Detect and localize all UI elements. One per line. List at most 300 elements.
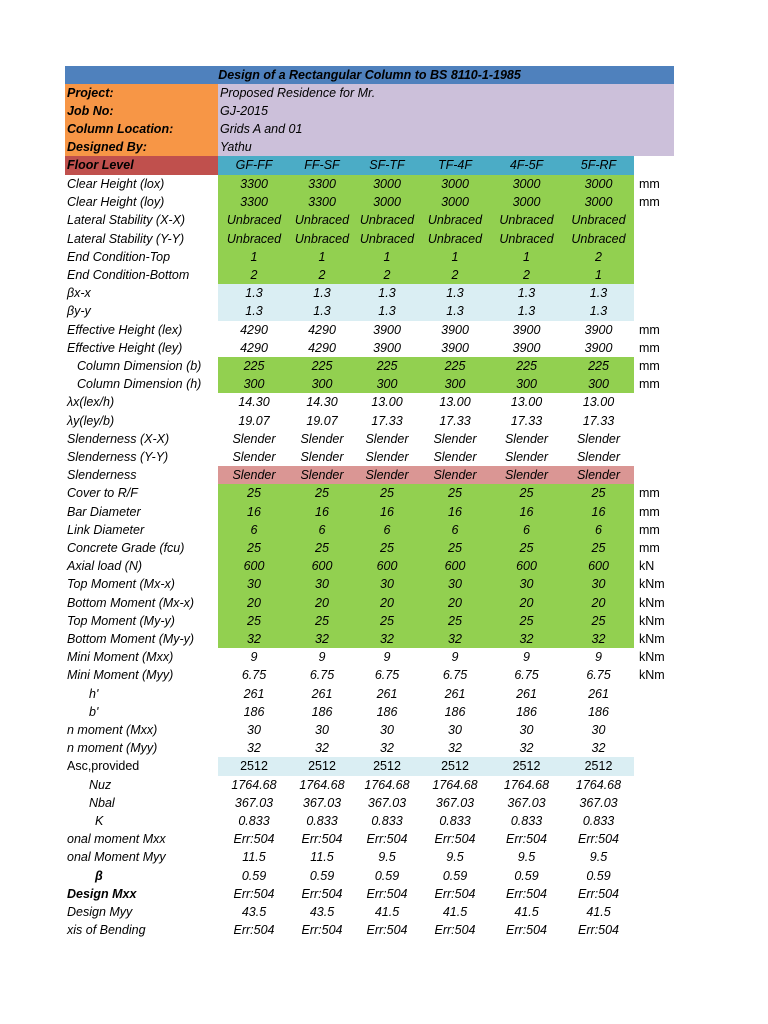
row-value[interactable]: 186 (243, 705, 265, 719)
row-value[interactable]: 16 (490, 503, 563, 521)
row-value[interactable]: 32 (519, 741, 534, 755)
row-value[interactable]: 6.75 (586, 668, 611, 682)
row-value[interactable]: Slender (504, 450, 549, 464)
row-value[interactable]: 25 (290, 539, 354, 557)
row-value[interactable]: 30 (354, 575, 420, 594)
row-value[interactable]: 25 (490, 612, 563, 630)
row-value[interactable]: Err:504 (366, 832, 408, 846)
row-value[interactable]: 600 (290, 557, 354, 575)
row-label[interactable]: Clear Height (lox) (67, 177, 165, 191)
row-label[interactable]: End Condition-Bottom (67, 268, 190, 282)
row-value[interactable]: 6 (290, 521, 354, 539)
row-value[interactable]: 300 (490, 375, 563, 393)
row-value[interactable]: 30 (591, 723, 606, 737)
row-value[interactable]: 0.59 (374, 869, 400, 883)
row-unit[interactable]: mm (639, 177, 660, 191)
row-value[interactable]: 11.5 (310, 850, 334, 864)
row-value[interactable]: 19.07 (238, 414, 270, 428)
row-value[interactable]: 16 (354, 503, 420, 521)
row-value[interactable]: Slender (504, 432, 549, 446)
job-no-value[interactable]: GJ-2015 (218, 102, 674, 120)
row-value[interactable]: 0.59 (309, 869, 335, 883)
row-value[interactable]: 9 (250, 650, 258, 664)
project-label[interactable]: Project: (65, 84, 218, 102)
row-value[interactable]: 3900 (441, 341, 469, 355)
row-label[interactable]: Link Diameter (67, 523, 145, 537)
row-value[interactable]: Slender (354, 466, 420, 484)
row-unit[interactable]: mm (639, 505, 660, 519)
row-value[interactable]: Err:504 (578, 832, 619, 846)
row-value[interactable]: 25 (354, 484, 420, 503)
row-value[interactable]: 14.30 (238, 395, 270, 409)
row-unit[interactable]: mm (639, 323, 660, 337)
row-value[interactable]: 2 (420, 266, 490, 284)
row-unit[interactable]: kNm (639, 650, 665, 664)
row-value[interactable]: 1 (420, 248, 490, 266)
row-value[interactable]: 3900 (512, 341, 541, 355)
designed-by-value[interactable]: Yathu (218, 138, 674, 156)
row-value[interactable]: Err:504 (366, 923, 408, 937)
row-unit[interactable]: mm (639, 377, 660, 391)
floor-column-header[interactable]: FF-SF (290, 156, 354, 175)
row-value[interactable]: 6 (218, 521, 290, 539)
row-value[interactable]: 0.59 (514, 869, 539, 883)
row-value[interactable]: 9 (383, 650, 391, 664)
row-value[interactable]: 3900 (512, 323, 541, 337)
row-value[interactable]: Err:504 (578, 887, 619, 901)
row-value[interactable]: 9 (318, 650, 326, 664)
row-value[interactable]: 2512 (563, 757, 634, 776)
row-value[interactable]: 25 (420, 539, 490, 557)
row-value[interactable]: 20 (218, 594, 290, 612)
row-value[interactable]: Unbraced (563, 230, 634, 248)
row-value[interactable]: 4290 (240, 323, 268, 337)
row-value[interactable]: Err:504 (578, 923, 619, 937)
row-value[interactable]: 25 (563, 539, 634, 557)
row-value[interactable]: 32 (448, 741, 462, 755)
job-no-label[interactable]: Job No: (65, 102, 218, 120)
row-value[interactable]: Slender (576, 450, 621, 464)
row-value[interactable]: 261 (444, 687, 466, 701)
row-value[interactable]: 32 (218, 630, 290, 648)
row-label[interactable]: Lateral Stability (Y-Y) (67, 232, 185, 246)
row-value[interactable]: 3900 (584, 341, 613, 355)
row-value[interactable]: 1.3 (218, 302, 290, 321)
row-value[interactable]: 225 (290, 357, 354, 375)
row-value[interactable]: Slender (433, 432, 477, 446)
row-value[interactable]: 9.5 (446, 850, 464, 864)
row-value[interactable]: 367.03 (435, 796, 475, 810)
row-value[interactable]: Unbraced (218, 211, 290, 230)
row-value[interactable]: 600 (490, 557, 563, 575)
row-label[interactable]: Nuz (89, 778, 112, 792)
row-value[interactable]: Slender (433, 450, 477, 464)
row-label[interactable]: Clear Height (loy) (67, 195, 165, 209)
row-value[interactable]: 9 (451, 650, 459, 664)
row-unit[interactable]: mm (639, 341, 660, 355)
sheet-title[interactable]: Design of a Rectangular Column to BS 8110-1-1985 (65, 66, 674, 84)
row-value[interactable]: 186 (516, 705, 537, 719)
row-value[interactable]: 16 (290, 503, 354, 521)
row-value[interactable]: 1.3 (218, 284, 290, 302)
row-value[interactable]: 0.833 (371, 814, 403, 828)
row-value[interactable]: 6.75 (241, 668, 267, 682)
row-value[interactable]: Err:504 (301, 923, 343, 937)
row-label[interactable]: λy(ley/b) (67, 414, 115, 428)
row-value[interactable]: 261 (376, 687, 398, 701)
row-value[interactable]: 30 (380, 723, 394, 737)
row-value[interactable]: 3900 (373, 341, 401, 355)
row-value[interactable]: 9 (523, 650, 530, 664)
row-label[interactable]: Top Moment (Mx-x) (67, 577, 175, 591)
row-value[interactable]: 600 (563, 557, 634, 575)
floor-column-header[interactable]: TF-4F (420, 156, 490, 175)
row-label[interactable]: Effective Height (ley) (67, 341, 183, 355)
row-value[interactable]: 261 (311, 687, 333, 701)
row-value[interactable]: Slender (232, 450, 276, 464)
row-label[interactable]: βy-y (67, 304, 91, 318)
row-value[interactable]: 6 (490, 521, 563, 539)
row-value[interactable]: 0.833 (439, 814, 471, 828)
row-value[interactable]: 225 (490, 357, 563, 375)
row-value[interactable]: Unbraced (290, 230, 354, 248)
row-label[interactable]: h' (89, 687, 99, 701)
row-value[interactable]: 14.30 (306, 395, 338, 409)
row-value[interactable]: 3000 (563, 175, 634, 193)
row-value[interactable]: 3900 (441, 323, 469, 337)
row-value[interactable]: 25 (563, 484, 634, 503)
row-label[interactable]: Design Mxx (67, 887, 137, 901)
row-value[interactable]: 2 (218, 266, 290, 284)
row-value[interactable]: 1764.68 (231, 778, 277, 792)
row-value[interactable]: 186 (311, 705, 333, 719)
row-value[interactable]: Err:504 (434, 832, 476, 846)
row-label[interactable]: Concrete Grade (fcu) (67, 541, 185, 555)
row-value[interactable]: 25 (420, 612, 490, 630)
row-value[interactable]: 2512 (490, 757, 563, 776)
row-label[interactable]: Mini Moment (Mxx) (67, 650, 174, 664)
row-value[interactable]: Err:504 (366, 887, 408, 901)
row-value[interactable]: 0.59 (442, 869, 468, 883)
row-value[interactable]: 30 (420, 575, 490, 594)
row-value[interactable]: 6.75 (374, 668, 400, 682)
row-unit[interactable]: mm (639, 195, 660, 209)
row-label[interactable]: xis of Bending (67, 923, 146, 937)
row-value[interactable]: 30 (563, 575, 634, 594)
row-value[interactable]: 261 (588, 687, 609, 701)
row-unit[interactable]: mm (639, 486, 660, 500)
row-value[interactable]: 0.59 (241, 869, 267, 883)
row-label[interactable]: Effective Height (lex) (67, 323, 183, 337)
row-value[interactable]: 3900 (584, 323, 613, 337)
row-unit[interactable]: kNm (639, 596, 665, 610)
row-value[interactable]: 367.03 (579, 796, 618, 810)
row-value[interactable]: 225 (354, 357, 420, 375)
row-value[interactable]: 225 (218, 357, 290, 375)
row-value[interactable]: 2512 (218, 757, 290, 776)
row-value[interactable]: 1 (290, 248, 354, 266)
row-value[interactable]: Slender (490, 466, 563, 484)
row-value[interactable]: 1.3 (354, 302, 420, 321)
row-value[interactable]: 3000 (490, 175, 563, 193)
row-value[interactable]: 2 (290, 266, 354, 284)
row-value[interactable]: Err:504 (233, 923, 275, 937)
row-value[interactable]: 6 (420, 521, 490, 539)
row-label[interactable]: onal moment Mxx (67, 832, 166, 846)
row-value[interactable]: 32 (380, 741, 394, 755)
row-value[interactable]: 225 (420, 357, 490, 375)
row-value[interactable]: 3300 (218, 193, 290, 211)
row-value[interactable]: 25 (290, 484, 354, 503)
row-value[interactable]: 17.33 (371, 414, 403, 428)
row-value[interactable]: 1 (218, 248, 290, 266)
row-unit[interactable]: kN (639, 559, 655, 573)
row-value[interactable]: Unbraced (354, 230, 420, 248)
row-label[interactable]: n moment (Myy) (67, 741, 158, 755)
row-value[interactable]: 17.33 (510, 414, 543, 428)
row-value[interactable]: Unbraced (290, 211, 354, 230)
row-label[interactable]: Column Dimension (h) (77, 377, 202, 391)
row-value[interactable]: 41.5 (442, 905, 468, 919)
row-value[interactable]: 17.33 (439, 414, 471, 428)
row-value[interactable]: 2 (354, 266, 420, 284)
row-value[interactable]: 30 (290, 575, 354, 594)
row-unit[interactable]: mm (639, 523, 660, 537)
row-value[interactable]: 186 (588, 705, 609, 719)
row-value[interactable]: 1.3 (420, 284, 490, 302)
row-value[interactable]: 13.00 (510, 395, 543, 409)
row-value[interactable]: 30 (315, 723, 329, 737)
row-label[interactable]: Asc,provided (67, 759, 140, 773)
row-value[interactable]: 2512 (354, 757, 420, 776)
row-value[interactable]: 2 (490, 266, 563, 284)
row-label[interactable]: Nbal (89, 796, 115, 810)
row-value[interactable]: 1.3 (563, 284, 634, 302)
row-value[interactable]: Err:504 (434, 887, 476, 901)
row-label[interactable]: K (95, 814, 104, 828)
row-value[interactable]: 367.03 (302, 796, 342, 810)
row-value[interactable]: 2512 (290, 757, 354, 776)
row-value[interactable]: 43.5 (241, 905, 267, 919)
row-value[interactable]: 1.3 (490, 302, 563, 321)
row-value[interactable]: 3000 (563, 193, 634, 211)
row-value[interactable]: 600 (420, 557, 490, 575)
row-value[interactable]: 16 (563, 503, 634, 521)
row-value[interactable]: 13.00 (439, 395, 471, 409)
row-unit[interactable]: kNm (639, 632, 665, 646)
row-value[interactable]: 3000 (420, 175, 490, 193)
row-value[interactable]: 300 (290, 375, 354, 393)
row-value[interactable]: 261 (516, 687, 537, 701)
row-value[interactable]: Slender (420, 466, 490, 484)
row-value[interactable]: 1764.68 (503, 778, 550, 792)
row-value[interactable]: Slender (218, 466, 290, 484)
row-value[interactable]: Err:504 (434, 923, 476, 937)
row-label[interactable]: Slenderness (Y-Y) (67, 450, 169, 464)
row-value[interactable]: 2512 (420, 757, 490, 776)
row-value[interactable]: 9.5 (378, 850, 396, 864)
row-value[interactable]: 25 (354, 539, 420, 557)
row-value[interactable]: 0.59 (586, 869, 611, 883)
row-value[interactable]: 25 (290, 612, 354, 630)
row-value[interactable]: 367.03 (234, 796, 274, 810)
row-value[interactable]: Err:504 (233, 887, 275, 901)
row-value[interactable]: 1.3 (420, 302, 490, 321)
row-value[interactable]: 225 (563, 357, 634, 375)
row-value[interactable]: 1.3 (290, 302, 354, 321)
row-value[interactable]: 3300 (290, 175, 354, 193)
row-value[interactable]: 25 (354, 612, 420, 630)
row-value[interactable]: 19.07 (306, 414, 338, 428)
row-value[interactable]: Slender (576, 432, 621, 446)
row-value[interactable]: 1.3 (563, 302, 634, 321)
row-label[interactable]: Lateral Stability (X-X) (67, 213, 186, 227)
row-value[interactable]: 32 (563, 630, 634, 648)
row-label[interactable]: Cover to R/F (67, 486, 138, 500)
row-unit[interactable]: kNm (639, 577, 665, 591)
row-value[interactable]: 30 (247, 723, 261, 737)
row-value[interactable]: 3300 (218, 175, 290, 193)
row-value[interactable]: 367.03 (367, 796, 407, 810)
floor-column-header[interactable]: SF-TF (354, 156, 420, 175)
row-value[interactable]: 1764.68 (432, 778, 478, 792)
row-value[interactable]: 1.3 (490, 284, 563, 302)
row-value[interactable]: 0.833 (306, 814, 338, 828)
row-value[interactable]: 2 (563, 248, 634, 266)
row-label[interactable]: Slenderness (X-X) (67, 432, 170, 446)
row-label[interactable]: Bottom Moment (My-y) (67, 632, 195, 646)
row-value[interactable]: 43.5 (309, 905, 335, 919)
row-value[interactable]: 3000 (354, 175, 420, 193)
row-value[interactable]: 20 (420, 594, 490, 612)
row-value[interactable]: 300 (420, 375, 490, 393)
row-value[interactable]: Slender (300, 450, 344, 464)
row-value[interactable]: 1 (354, 248, 420, 266)
row-value[interactable]: 0.833 (582, 814, 615, 828)
floor-column-header[interactable]: 5F-RF (563, 156, 634, 175)
row-label[interactable]: Axial load (N) (67, 559, 143, 573)
row-label[interactable]: Bar Diameter (67, 505, 141, 519)
row-value[interactable]: 32 (354, 630, 420, 648)
row-value[interactable]: 25 (218, 484, 290, 503)
row-value[interactable]: 3000 (420, 193, 490, 211)
row-value[interactable]: 367.03 (507, 796, 546, 810)
row-value[interactable]: 300 (218, 375, 290, 393)
row-value[interactable]: 41.5 (586, 905, 611, 919)
row-value[interactable]: 4290 (308, 341, 336, 355)
row-value[interactable]: 32 (591, 741, 606, 755)
row-value[interactable]: Slender (232, 432, 276, 446)
row-value[interactable]: Unbraced (563, 211, 634, 230)
row-value[interactable]: 13.00 (582, 395, 615, 409)
row-value[interactable]: 30 (218, 575, 290, 594)
row-unit[interactable]: kNm (639, 668, 665, 682)
row-value[interactable]: 4290 (240, 341, 268, 355)
row-value[interactable]: 25 (490, 539, 563, 557)
row-value[interactable]: 20 (563, 594, 634, 612)
row-value[interactable]: Unbraced (218, 230, 290, 248)
row-value[interactable]: 261 (243, 687, 265, 701)
row-value[interactable]: 9.5 (517, 850, 536, 864)
row-value[interactable]: 0.833 (238, 814, 270, 828)
row-value[interactable]: 32 (290, 630, 354, 648)
row-value[interactable]: Slender (290, 466, 354, 484)
row-value[interactable]: 0.833 (510, 814, 543, 828)
floor-level-label[interactable]: Floor Level (65, 156, 218, 175)
row-value[interactable]: 20 (354, 594, 420, 612)
row-value[interactable]: 3000 (354, 193, 420, 211)
row-value[interactable]: 41.5 (514, 905, 539, 919)
row-value[interactable]: Err:504 (301, 832, 343, 846)
row-label[interactable]: λx(lex/h) (67, 395, 115, 409)
row-value[interactable]: 1764.68 (364, 778, 410, 792)
row-label[interactable]: n moment (Mxx) (67, 723, 158, 737)
row-value[interactable]: 25 (563, 612, 634, 630)
row-value[interactable]: 30 (519, 723, 534, 737)
row-label[interactable]: b' (89, 705, 99, 719)
row-value[interactable]: Slender (365, 432, 409, 446)
row-value[interactable]: 1.3 (290, 284, 354, 302)
row-value[interactable]: 13.00 (371, 395, 403, 409)
row-label[interactable]: Top Moment (My-y) (67, 614, 175, 628)
row-value[interactable]: 6 (563, 521, 634, 539)
row-value[interactable]: 6.75 (442, 668, 468, 682)
row-value[interactable]: 4290 (308, 323, 336, 337)
row-value[interactable]: Err:504 (506, 923, 547, 937)
row-value[interactable]: 600 (354, 557, 420, 575)
row-label[interactable]: End Condition-Top (67, 250, 171, 264)
row-value[interactable]: 20 (490, 594, 563, 612)
row-label[interactable]: Bottom Moment (Mx-x) (67, 596, 195, 610)
row-value[interactable]: 32 (490, 630, 563, 648)
row-value[interactable]: 1.3 (354, 284, 420, 302)
row-value[interactable]: 186 (444, 705, 466, 719)
row-label[interactable]: Design Myy (67, 905, 133, 919)
row-value[interactable]: 16 (420, 503, 490, 521)
row-value[interactable]: Err:504 (506, 832, 547, 846)
row-unit[interactable]: mm (639, 359, 660, 373)
row-value[interactable]: 32 (247, 741, 261, 755)
row-value[interactable]: 6.75 (514, 668, 539, 682)
row-value[interactable]: Err:504 (301, 887, 343, 901)
row-value[interactable]: 1 (490, 248, 563, 266)
row-value[interactable]: 32 (315, 741, 329, 755)
floor-column-header[interactable]: 4F-5F (490, 156, 563, 175)
row-value[interactable]: 30 (490, 575, 563, 594)
row-value[interactable]: 300 (563, 375, 634, 393)
row-label[interactable]: β (95, 869, 103, 883)
row-unit[interactable]: kNm (639, 614, 665, 628)
row-value[interactable]: 9 (595, 650, 602, 664)
row-label[interactable]: Mini Moment (Myy) (67, 668, 174, 682)
column-location-label[interactable]: Column Location: (65, 120, 218, 138)
row-value[interactable]: Unbraced (420, 230, 490, 248)
row-value[interactable]: 1 (563, 266, 634, 284)
row-label[interactable]: Column Dimension (b) (77, 359, 202, 373)
row-value[interactable]: 25 (218, 612, 290, 630)
row-value[interactable]: 3000 (490, 193, 563, 211)
row-value[interactable]: 300 (354, 375, 420, 393)
row-unit[interactable]: mm (639, 541, 660, 555)
row-value[interactable]: 11.5 (242, 850, 266, 864)
designed-by-label[interactable]: Designed By: (65, 138, 218, 156)
project-value[interactable]: Proposed Residence for Mr. (218, 84, 674, 102)
row-value[interactable]: 600 (218, 557, 290, 575)
row-label[interactable]: onal Moment Myy (67, 850, 166, 864)
row-value[interactable]: Unbraced (354, 211, 420, 230)
row-value[interactable]: Unbraced (420, 211, 490, 230)
row-value[interactable]: Slender (365, 450, 409, 464)
